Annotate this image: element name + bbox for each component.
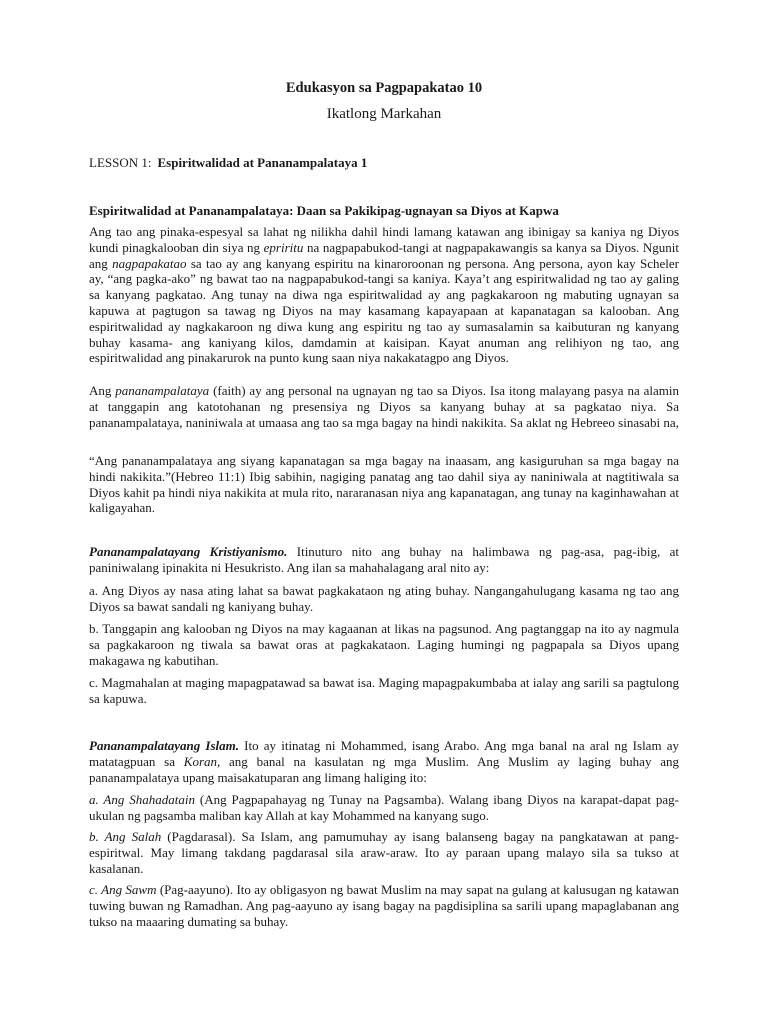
paragraph-kristiyanismo: Pananampalatayang Kristiyanismo. Itinuturo nito ang buhay na halimbawa ng pag-asa, pag-ibig, at paniniwalang ipinakita ni Hesukristo. Ang ilan sa mahahalagang aral nito ay:	[89, 544, 679, 575]
list-item-islam-b: b. Ang Salah (Pagdarasal). Sa Islam, ang pamumuhay ay isang balanseng bagay na pangkatawan at pang-espiritwal. May limang takdang pagdarasal sila araw-araw. Ito ay paraan upang malayo sila sa tukso at kasalanan.	[89, 829, 679, 876]
list-item-islam-c: c. Ang Sawm (Pag-aayuno). Ito ay obligasyon ng bawat Muslim na may sapat na gulang at kalusugan ng katawan tuwing buwan ng Ramadhan. Ang pag-aayuno ay isang bagay na pagdisiplina sa sarili upang mapaglabanan ang tukso na maaaring dumating sa buhay.	[89, 882, 679, 929]
lesson-heading	[89, 155, 367, 171]
lesson-name: Espiritwalidad at Pananampalataya 1	[157, 155, 368, 170]
document-title: Edukasyon sa Pagpapakatao 10	[285, 80, 483, 96]
paragraph-pananampalataya: Ang pananampalataya (faith) ay ang personal na ugnayan ng tao sa Diyos. Isa itong malayang pasya na alamin at tanggapin ang katotohanan ng presensiya ng Diyos sa kanyang buhay at sa pagkatao niya. Sa pananampalataya, naniniwala at umaasa ang tao sa mga bagay na hindi nakikita. Sa aklat ng Hebreeo sinasabi na,	[89, 383, 679, 430]
section-title: Espiritwalidad at Pananampalataya: Daan sa Pakikipag-ugnayan sa Diyos at Kapwa	[89, 203, 559, 218]
document-subtitle: Ikatlong Markahan	[326, 106, 442, 122]
paragraph-islam: Pananampalatayang Islam. Ito ay itinatag ni Mohammed, isang Arabo. Ang mga banal na aral ng Islam ay matatagpuan sa Koran, ang banal na kasulatan ng mga Muslim. Ang Muslim ay laging buhay ang pananampalataya upang maisakatuparan ang limang haliging ito:	[89, 738, 679, 785]
paragraph-hebreo-quote: “Ang pananampalataya ang siyang kapanatagan sa mga bagay na inaasam, ang kasiguruhan sa mga bagay na hindi nakikita.”(Hebreo 11:1) Ibig sabihin, nagiging panatag ang tao dahil siya ay naniniwala at nagtitiwala sa Diyos kahit pa hindi niya nakikita at mula rito, nararanasan niya ang kapanatagan, ang tunay na kaginhawahan at kaligayahan.	[89, 453, 679, 516]
list-item-kristiyanismo-c: c. Magmahalan at maging mapagpatawad sa bawat isa. Maging mapagpakumbaba at ialay ang sarili sa pagtulong sa kapuwa.	[89, 675, 679, 706]
list-item-kristiyanismo-a: a. Ang Diyos ay nasa ating lahat sa bawat pagkakataon ng ating buhay. Nangangahulugang kasama ng tao ang Diyos sa bawat sandali ng kaniyang buhay.	[89, 583, 679, 614]
lesson-label: LESSON 1:	[89, 155, 152, 170]
paragraph-espiritwalidad: Ang tao ang pinaka-espesyal sa lahat ng nilikha dahil hindi lamang katawan ang ibinigay sa kaniya ng Diyos kundi pinagkalooban din siya ng epriritu na nagpapabukod-tangi at nagpapakawangis sa kanya sa Diyos. Ngunit ang nagpapakatao sa tao ay ang kanyang espiritu na kinaroroonan ng persona. Ang persona, ayon kay Scheler ay, “ang pagka-ako” ng bawat tao na nagpapabukod-tangi sa kaniya. Kaya’t ang espiritwalidad ng tao ay galing sa kanyang pagkatao. Ang tunay na diwa nga espiritwalidad ay ang pagkakaroon ng mabuting ugnayan sa kapuwa at pagtugon sa tawag ng Diyos na may kasamang kapayapaan at kapanatagan sa kalooban. Ang espiritwalidad ay nagkakaroon ng diwa kung ang espiritu ng tao ay sumasalamin sa kaibuturan ng kanyang buhay kasama- ang kaniyang kilos, damdamin at kaisipan. Kayat anuman ang relihiyon ng tao, ang espiritwalidad ang pinakarurok na punto kung saan niya nakakatagpo ang Diyos.	[89, 224, 679, 366]
list-item-islam-a: a. Ang Shahadatain (Ang Pagpapahayag ng Tunay na Pagsamba). Walang ibang Diyos na karapat-dapat pag-ukulan ng pagsamba maliban kay Allah at kay Mohammed na kanyang sugo.	[89, 792, 679, 823]
list-item-kristiyanismo-b: b. Tanggapin ang kalooban ng Diyos na may kagaanan at likas na pagsunod. Ang pagtanggap na ito ay nagmula sa pagkakaroon ng tiwala sa bawat oras at pagkakataon. Laging humingi ng pagpapala sa Diyos upang makagawa ng kabutihan.	[89, 621, 679, 668]
